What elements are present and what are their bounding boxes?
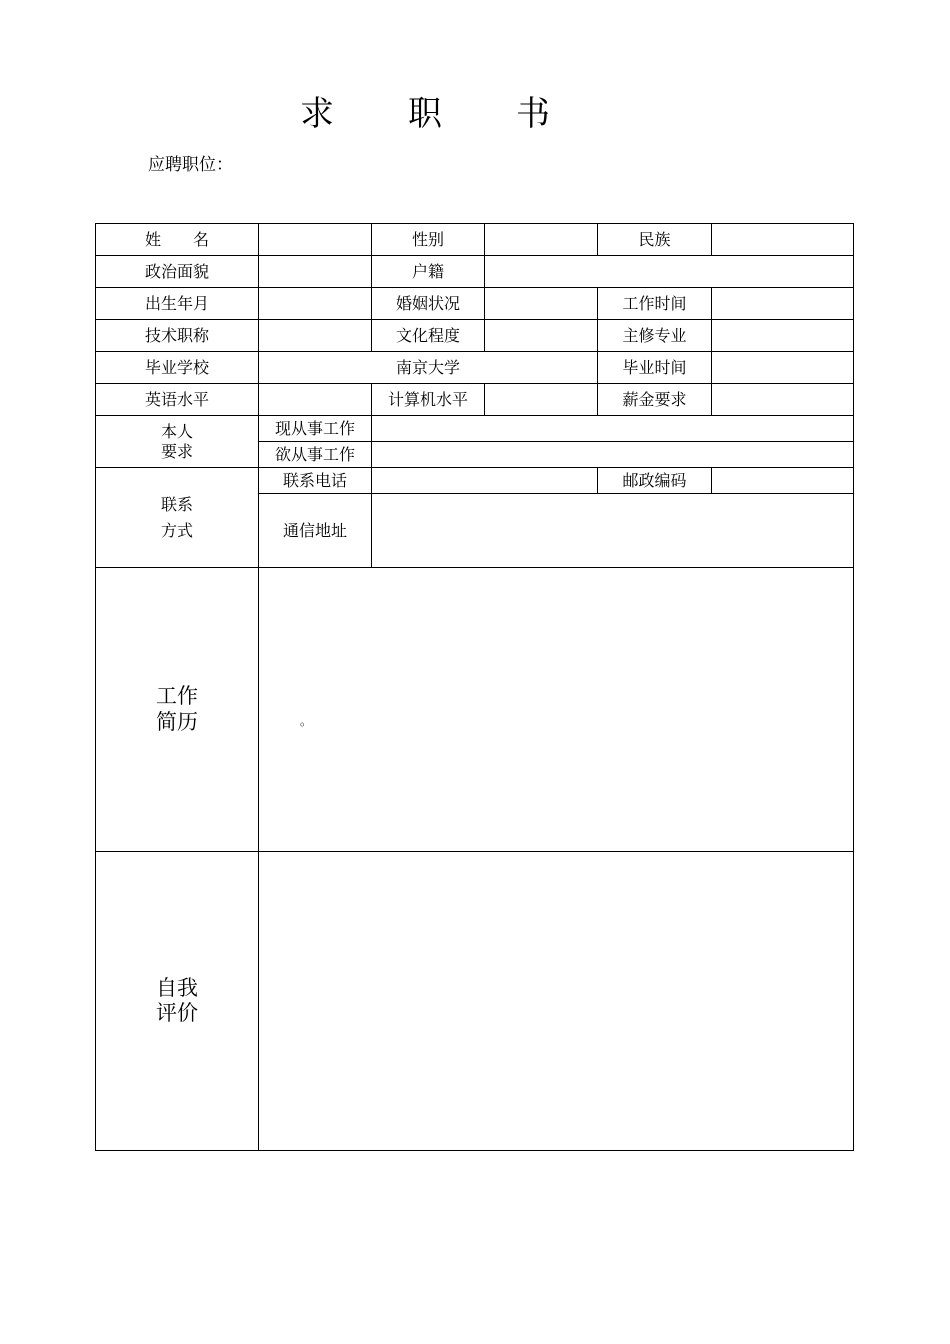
- work-history-mark: 。: [300, 714, 313, 728]
- field-title-rank[interactable]: [259, 320, 372, 352]
- label-ethnicity: 民族: [598, 224, 712, 256]
- field-computer[interactable]: [485, 384, 598, 416]
- table-row: [96, 288, 854, 320]
- table-row: [96, 384, 854, 416]
- field-grad-time[interactable]: [712, 352, 854, 384]
- label-name: 姓 名: [96, 224, 259, 256]
- label-self-evaluation-line1: 自我: [156, 975, 198, 1000]
- label-requirements: [96, 416, 259, 468]
- field-address[interactable]: [372, 494, 854, 568]
- field-education[interactable]: [485, 320, 598, 352]
- label-birth-date: 出生年月: [96, 288, 259, 320]
- table-row: [96, 416, 854, 442]
- field-self-evaluation[interactable]: [259, 852, 854, 1151]
- table-row: [96, 224, 854, 256]
- label-contact: [96, 468, 259, 568]
- field-school[interactable]: 南京大学: [259, 352, 598, 384]
- label-work-history-line2: 简历: [156, 709, 198, 734]
- table-row: [96, 352, 854, 384]
- field-phone[interactable]: [372, 468, 598, 494]
- position-label: 应聘职位：: [148, 155, 233, 175]
- label-current-job: 现从事工作: [259, 416, 372, 442]
- field-work-start[interactable]: [712, 288, 854, 320]
- field-major[interactable]: [712, 320, 854, 352]
- label-major: 主修专业: [598, 320, 712, 352]
- title-char-3: 书: [516, 94, 550, 134]
- field-political-status[interactable]: [259, 256, 372, 288]
- field-name[interactable]: [259, 224, 372, 256]
- resume-form-table: [95, 223, 854, 1151]
- label-address: 通信地址: [259, 494, 372, 568]
- field-marital-status[interactable]: [485, 288, 598, 320]
- label-requirements-line1: 本人: [160, 422, 193, 442]
- table-row: [96, 468, 854, 494]
- field-salary[interactable]: [712, 384, 854, 416]
- label-work-start: 工作时间: [598, 288, 712, 320]
- label-self-evaluation-line2: 评价: [156, 1001, 198, 1025]
- table-row: [96, 320, 854, 352]
- document-title: [300, 86, 550, 135]
- table-row: [96, 568, 854, 852]
- field-english[interactable]: [259, 384, 372, 416]
- label-postcode: 邮政编码: [598, 468, 712, 494]
- label-salary: 薪金要求: [598, 384, 712, 416]
- label-title-rank: 技术职称: [96, 320, 259, 352]
- label-requirements-line2: 要求: [160, 441, 193, 461]
- label-desired-job: 欲从事工作: [259, 442, 372, 468]
- label-work-history-line1: 工作: [156, 684, 198, 709]
- label-english: 英语水平: [96, 384, 259, 416]
- title-char-1: 求: [300, 94, 334, 134]
- label-political-status: 政治面貌: [96, 256, 259, 288]
- field-postcode[interactable]: [712, 468, 854, 494]
- field-work-history[interactable]: [259, 568, 854, 852]
- field-ethnicity[interactable]: [712, 224, 854, 256]
- label-computer: 计算机水平: [372, 384, 485, 416]
- label-school: 毕业学校: [96, 352, 259, 384]
- table-row: [96, 256, 854, 288]
- title-char-2: 职: [408, 94, 442, 134]
- table-row: [96, 852, 854, 1151]
- label-grad-time: 毕业时间: [598, 352, 712, 384]
- field-current-job[interactable]: [372, 416, 854, 442]
- field-household[interactable]: [485, 256, 854, 288]
- field-gender[interactable]: [485, 224, 598, 256]
- label-household: 户籍: [372, 256, 485, 288]
- field-desired-job[interactable]: [372, 442, 854, 468]
- label-contact-line1: 联系: [160, 495, 193, 515]
- label-self-evaluation: [96, 852, 259, 1151]
- label-gender: 性别: [372, 224, 485, 256]
- label-phone: 联系电话: [259, 468, 372, 494]
- label-contact-line2: 方式: [160, 520, 193, 540]
- field-birth-date[interactable]: [259, 288, 372, 320]
- label-work-history: [96, 568, 259, 852]
- label-education: 文化程度: [372, 320, 485, 352]
- label-marital-status: 婚姻状况: [372, 288, 485, 320]
